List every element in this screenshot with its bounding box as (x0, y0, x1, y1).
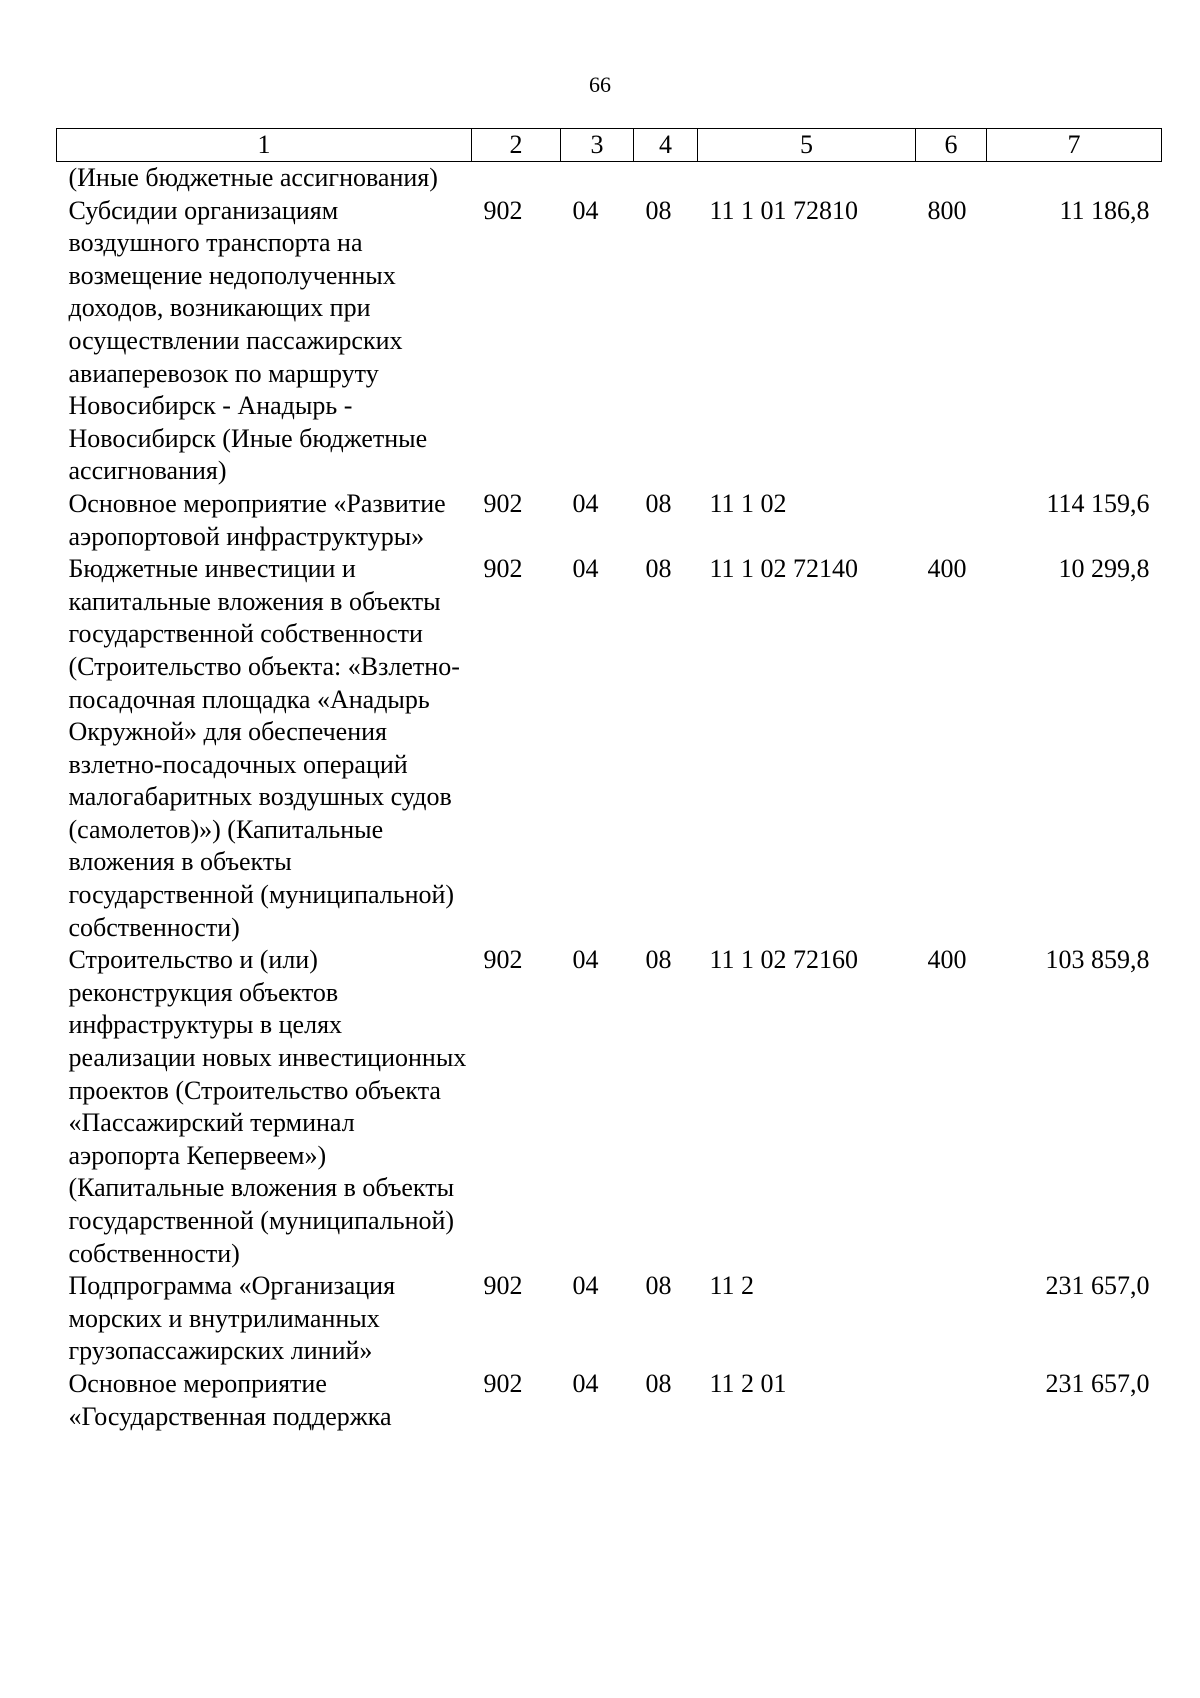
row-target: 11 2 01 (709, 1368, 787, 1398)
row-expense-type: 400 (927, 554, 967, 584)
row-section: 04 (572, 195, 599, 225)
table-row (57, 1368, 1162, 1433)
row-ministry: 902 (483, 1271, 523, 1301)
row-name: Бюджетные инвестиции и капитальные вложения в объекты государственной собственности (Строительство объекта: «Взлетно-посадочная площадка «Анадырь Окружной» для обеспечения взлетно-посадочных операций малогабаритных воздушных судов (самолетов)») (Капитальные вложения в объекты государственной (муниципальной) собственности) (68, 554, 460, 942)
row-name: Субсидии организациям воздушного транспорта на возмещение недополученных доходов, возникающих при осуществлении пассажирских авиаперевозок по маршруту Новосибирск - Анадырь - Новосибирск (Иные бюджетные ассигнования) (68, 195, 428, 486)
row-amount: 231 657,0 (1045, 1271, 1150, 1301)
row-ministry: 902 (483, 945, 523, 975)
table-row (57, 1270, 1162, 1368)
row-amount: 114 159,6 (1046, 488, 1150, 518)
column-header-name: 1 (57, 129, 472, 162)
table-row (57, 488, 1162, 553)
row-amount: 10 299,8 (1058, 554, 1150, 584)
row-target: 11 1 02 72160 (709, 945, 859, 975)
row-ministry (472, 162, 561, 195)
column-header-expense-type: 6 (916, 129, 987, 162)
row-target: 11 2 (709, 1271, 755, 1301)
row-subsection: 08 (645, 488, 672, 518)
column-header-amount: 7 (987, 129, 1162, 162)
row-ministry: 902 (483, 488, 523, 518)
page-number: 66 (589, 72, 611, 97)
column-header-subsection: 4 (634, 129, 698, 162)
row-subsection (634, 162, 698, 195)
column-header-section: 3 (561, 129, 634, 162)
row-ministry: 902 (483, 195, 523, 225)
row-ministry: 902 (483, 1368, 523, 1398)
row-amount (987, 162, 1162, 195)
table-row (57, 162, 1162, 195)
row-section: 04 (572, 488, 599, 518)
column-header-target: 5 (698, 129, 916, 162)
row-subsection: 08 (645, 945, 672, 975)
budget-table (56, 128, 1162, 1433)
row-target: 11 1 02 72140 (709, 554, 859, 584)
table-header-row (57, 129, 1162, 162)
row-section: 04 (572, 1368, 599, 1398)
row-target: 11 1 02 (709, 488, 787, 518)
row-name: Строительство и (или) реконструкция объектов инфраструктуры в целях реализации новых инвестиционных проектов (Строительство объекта «Пассажирский терминал аэропорта Кепервеем») (Капитальные вложения в объекты государственной (муниципальной) собственности) (68, 945, 467, 1268)
row-expense-type: 800 (927, 195, 967, 225)
row-subsection: 08 (645, 195, 672, 225)
row-name: Основное мероприятие «Государственная поддержка (68, 1368, 392, 1431)
row-target (698, 162, 916, 195)
row-expense-type (916, 1270, 987, 1368)
row-amount: 231 657,0 (1045, 1368, 1150, 1398)
row-ministry: 902 (483, 554, 523, 584)
row-subsection: 08 (645, 1271, 672, 1301)
row-expense-type (916, 488, 987, 553)
table-row (57, 195, 1162, 488)
table-row (57, 553, 1162, 944)
table-row (57, 944, 1162, 1270)
row-name: (Иные бюджетные ассигнования) (68, 163, 438, 192)
row-amount: 103 859,8 (1045, 945, 1150, 975)
row-name: Основное мероприятие «Развитие аэропортовой инфраструктуры» (68, 488, 446, 551)
row-expense-type: 400 (927, 945, 967, 975)
row-subsection: 08 (645, 554, 672, 584)
row-expense-type (916, 1368, 987, 1433)
column-header-ministry: 2 (472, 129, 561, 162)
row-name: Подпрограмма «Организация морских и внутрилиманных грузопассажирских линий» (68, 1271, 396, 1366)
row-section: 04 (572, 554, 599, 584)
row-section: 04 (572, 945, 599, 975)
row-section: 04 (572, 1271, 599, 1301)
row-expense-type (916, 162, 987, 195)
row-target: 11 1 01 72810 (709, 195, 859, 225)
row-section (561, 162, 634, 195)
row-subsection: 08 (645, 1368, 672, 1398)
row-amount: 11 186,8 (1059, 195, 1150, 225)
